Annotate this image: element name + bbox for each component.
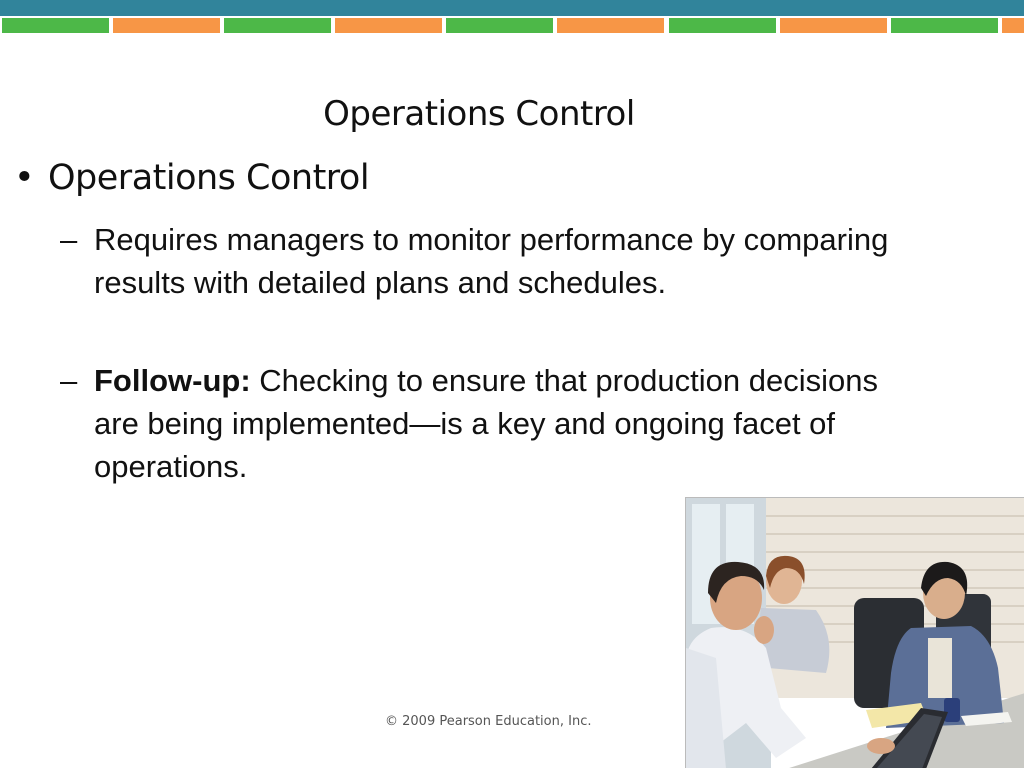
accent-stripe-orange	[113, 18, 220, 33]
sub-bullet-bold-term: Follow-up:	[94, 363, 251, 398]
accent-stripe-green	[446, 18, 553, 33]
accent-stripe-green	[891, 18, 998, 33]
slide-title: Operations Control	[323, 94, 635, 134]
accent-stripe-orange	[1002, 18, 1024, 33]
business-meeting-photo	[685, 497, 1024, 768]
bullet-level-1	[14, 158, 814, 198]
top-accent-bar	[0, 0, 1024, 16]
accent-stripe-orange	[780, 18, 887, 33]
dash-icon: –	[60, 363, 78, 398]
footer-copyright: © 2009 Pearson Education, Inc.	[385, 714, 592, 729]
accent-stripe-orange	[335, 18, 442, 33]
accent-stripe-green	[224, 18, 331, 33]
sub-bullet-text: Requires managers to monitor performance by comparing results with detailed plans and schedules.	[94, 222, 889, 300]
sub-bullet-requires	[60, 218, 890, 304]
accent-stripe-green	[669, 18, 776, 33]
accent-stripe-green	[2, 18, 109, 33]
dash-icon: –	[60, 222, 78, 257]
bullet-text: Operations Control	[48, 158, 370, 198]
accent-stripe-orange	[557, 18, 664, 33]
accent-stripe-row	[0, 18, 1024, 33]
meeting-photo-illustration	[686, 498, 1024, 768]
sub-bullet-follow-up	[60, 359, 890, 488]
sub-bullet-text: Checking to ensure that production decisions are being implemented—is a key and ongoing facet of operations.	[94, 363, 878, 484]
bullet-dot-icon: •	[14, 158, 35, 198]
